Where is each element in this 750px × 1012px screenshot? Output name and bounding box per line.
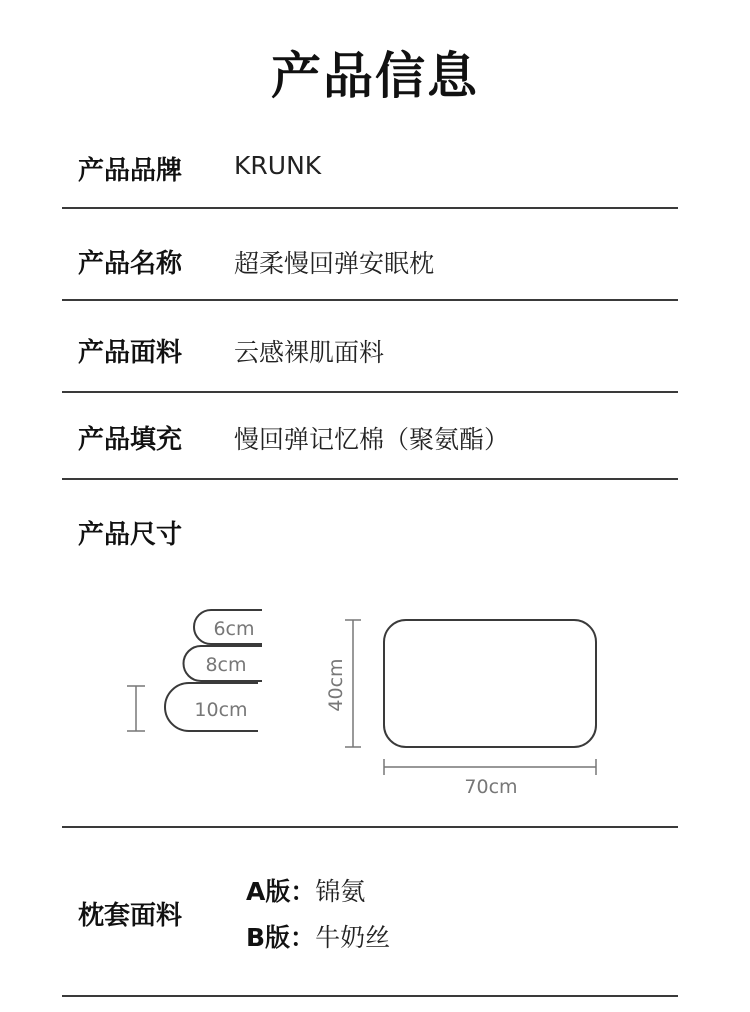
- height-dimension-line: [127, 686, 145, 731]
- divider: [62, 478, 678, 480]
- option-version: A版：: [246, 877, 316, 906]
- row-label: 产品品牌: [78, 156, 183, 186]
- cover-option-a: [246, 872, 365, 908]
- row-value: 云感裸肌面料: [234, 338, 385, 367]
- height-label-6cm: 6cm: [213, 618, 255, 640]
- row-value: KRUNK: [234, 151, 322, 180]
- divider: [62, 299, 678, 301]
- row-value: 超柔慢回弹安眠枕: [234, 249, 435, 278]
- info-row-fabric: [62, 332, 678, 372]
- cover-option-b: [246, 918, 390, 954]
- width-label: 40cm: [325, 658, 347, 712]
- height-label-8cm: 8cm: [205, 654, 247, 676]
- length-label: 70cm: [464, 776, 518, 798]
- length-dimension-line: [384, 759, 596, 775]
- option-material: 牛奶丝: [315, 923, 391, 952]
- divider: [62, 826, 678, 828]
- divider: [62, 995, 678, 997]
- page-title: 产品信息: [271, 47, 479, 105]
- row-label: 产品名称: [78, 249, 183, 279]
- cover-fabric-label: 枕套面料: [78, 901, 183, 931]
- pillow-top-view: [384, 620, 596, 747]
- size-section-label: 产品尺寸: [78, 520, 183, 550]
- size-section: [62, 514, 678, 554]
- row-label: 产品面料: [78, 338, 183, 368]
- info-row-filling: [62, 419, 678, 459]
- info-row-name: [62, 243, 678, 283]
- divider: [62, 207, 678, 209]
- pillow-size-diagram: [0, 590, 750, 810]
- height-label-10cm: 10cm: [194, 699, 248, 721]
- option-material: 锦氨: [315, 877, 366, 906]
- info-row-brand: [62, 150, 678, 190]
- divider: [62, 391, 678, 393]
- row-label: 产品填充: [78, 425, 183, 455]
- option-version: B版：: [246, 923, 316, 952]
- width-dimension-line: [345, 620, 361, 747]
- row-value: 慢回弹记忆棉（聚氨酯）: [234, 425, 510, 454]
